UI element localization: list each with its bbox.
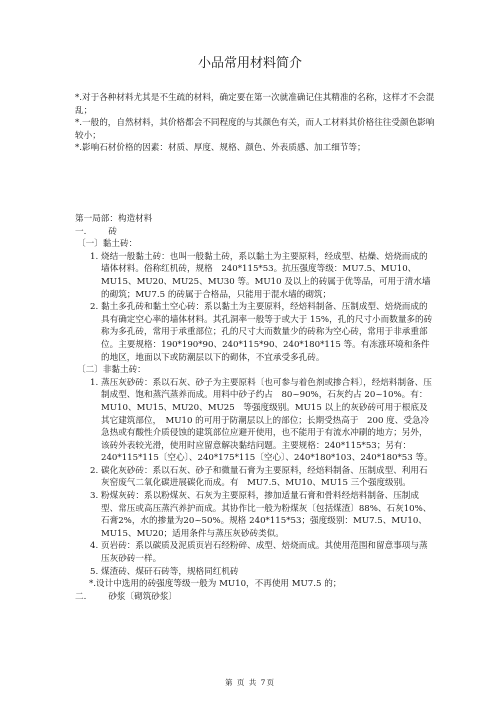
list-number: 3. [90,491,99,502]
section-label: 二. [75,591,87,602]
section-heading [75,226,435,239]
part-title: 第一局部：构造材料 [75,214,153,224]
list-item [75,465,435,490]
list-item [75,490,435,540]
intro-note: *.一般的，自然材料，其价格都会不同程度的与其颜色有关，而人工材料其价格往往受颜色影响较小； [75,118,435,141]
list-text: 粉煤灰砖：系以粉煤灰、石灰为主要原料，掺加适量石膏和骨料经焙料制备、压制成型、常压或高压蒸汽养护而成。其协作比一般为粉煤灰〔包括煤渣〕88%、石灰10%、石膏2%，水的掺量为20~50%。规格 240*115*53；强度级别：MU7.5、MU10、MU15、MU20；适用条件与蒸压灰砂砖类似。 [101,491,432,539]
subsection-heading: 〔一〕黏土砖： [77,239,138,250]
subsection-heading: 〔二〕非黏土砖： [77,365,146,376]
list-number: 5. [90,566,99,577]
intro-note: *.影响石材价格的因素：材质、厚度、规格、颜色、外表质感、加工细节等； [75,143,366,154]
document-title: 小品常用材料简介 [197,56,302,71]
section-title: 砖 [108,226,117,237]
list-item [75,540,435,565]
section-title: 砂浆〔砌筑砂浆〕 [108,591,178,602]
intro-notes [75,92,435,155]
intro-note: *.对于各种材料尤其是不生疏的材料，确定要在第一次就准确记住其精准的名称，这样才不会混乱； [75,93,435,116]
list-number: 1. [90,251,99,262]
list-item [75,377,435,465]
list-text: 黏土多孔砖和黏土空心砖：系以黏土为主要原料，经焙料制备、压制成型、焙烧而成的具有确定空心率的墙体材料。其孔洞率一般等于或大于 15%，孔的尺寸小而数量多的砖称为多孔砖，常用于承重部位；孔的尺寸大而数量少的砖称为空心砖，常用于非承重部位。主要规格：190*190*90、240*115*90、240*180*115 等。有冻涨环境和条件的地区，地面以下或防潮层以下的砌体，不宜承受多孔砖。 [101,302,433,363]
list-text: 烧结一般黏土砖：也叫一般黏土砖，系以黏土为主要原料，经成型、枯燥、焙烧而成的墙体材料。俗称红机砖，规格 240*115*53。抗压强度等级：MU7.5、MU10、MU15、MU20、MU25、MU30 等。MU10 及以上的砖属于优等品，可用于清水墙的砌筑；MU7.5 的砖属于合格品，只能用于混水墙的砌筑； [101,251,431,300]
list-item [75,566,435,579]
list-item [75,301,435,364]
list-number: 2. [90,465,99,476]
list-text: 蒸压灰砂砖：系以石灰、砂子为主要原料〔也可参与着色剂或掺合料〕，经焙料制备、压制成型、饱和蒸汽蒸养而成。用料中砂子约占 80~90%，石灰约占 20~10%。有：MU10、MU15、MU20、MU25 等强度级别。MU15 以上的灰砂砖可用于根底及其它建筑部位， MU10 的可用于防潮层以上的部位；长期受热高于 200 度、受急冷急热或有酸性介质侵蚀的建筑部位应避开使用，也不能用于有流水冲刷的地方；另外，该砖外表较光滑，使用时应留意解决黏结问题。主要规格：240*115*53；另有：240*115*115〔空心〕、240*175*115〔空心〕、240*180*103、240*180*53 等。 [101,377,433,464]
list-number: 4. [90,541,99,552]
section-label: 一. [75,226,87,237]
list-text: 碳化灰砂砖：系以石灰、砂子和微量石膏为主要原料，经焙料制备、压制成型、利用石灰窑废气二氧化碳进展碳化而成。有 MU7.5、MU10、MU15 三个强度级别。 [101,465,428,489]
list-number: 2. [90,302,99,313]
design-note: *.设计中选用的砖强度等级一般为 MU10，不再使用 MU7.5 的； [89,579,342,590]
list-number: 1. [90,377,99,388]
page-footer: 第 页 共 7页 [225,678,275,687]
section-heading [75,591,435,604]
document-body [75,213,435,603]
list-item [75,251,435,301]
list-text: 页岩砖：系以碳质及泥质页岩石经粉碎、成型、焙烧而成。其使用范围和留意事项与蒸压灰砂砖一样。 [101,541,428,565]
list-text: 煤渣砖、煤矸石砖等，规格同红机砖 [101,566,239,577]
